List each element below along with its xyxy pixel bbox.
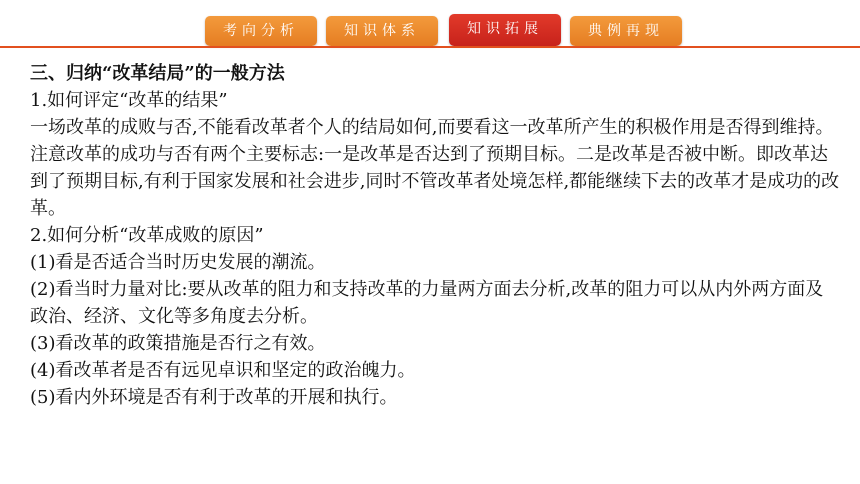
- section2-title: 2.如何分析“改革成败的原因”: [30, 225, 264, 246]
- tab-knowledge-system[interactable]: 知识体系: [326, 16, 438, 46]
- top-nav-tabs: [0, 14, 860, 48]
- list-item-3: (3)看改革的政策措施是否行之有效。: [30, 333, 326, 354]
- list-item-1: (1)看是否适合当时历史发展的潮流。: [30, 252, 326, 273]
- main-content: [30, 60, 840, 411]
- list-item-2: (2)看当时力量对比:要从改革的阻力和支持改革的力量两方面去分析,改革的阻力可以从内外两方面及政治、经济、文化等多角度去分析。: [30, 279, 824, 327]
- section1-body: 一场改革的成败与否,不能看改革者个人的结局如何,而要看这一改革所产生的积极作用是否得到维持。注意改革的成功与否有两个主要标志:一是改革是否达到了预期目标。二是改革是否被中断。即改革达到了预期目标,有利于国家发展和社会进步,同时不管改革者处境怎样,都能继续下去的改革才是成功的改革。: [30, 117, 840, 219]
- list-item-5: (5)看内外环境是否有利于改革的开展和执行。: [30, 387, 398, 408]
- tab-example-review[interactable]: 典例再现: [570, 16, 682, 46]
- header-divider: [0, 46, 860, 48]
- section-heading: 三、归纳“改革结局”的一般方法: [30, 63, 285, 84]
- list-item-4: (4)看改革者是否有远见卓识和坚定的政治魄力。: [30, 360, 416, 381]
- section1-title: 1.如何评定“改革的结果”: [30, 90, 228, 111]
- tab-exam-analysis[interactable]: 考向分析: [205, 16, 317, 46]
- tab-knowledge-extension[interactable]: 知识拓展: [449, 14, 561, 46]
